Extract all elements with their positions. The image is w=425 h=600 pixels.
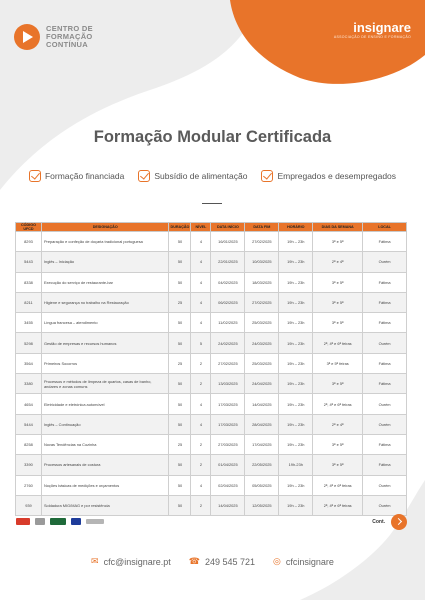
table-cell: 50 [169,272,191,292]
table-cell: 3455 [16,313,42,333]
table-cell: 14/04/2025 [245,394,279,414]
table-cell: 2ª e 4ª [313,252,363,272]
table-cell: 2ª, 4ª e 6ª feiras [313,333,363,353]
table-cell: Fátima [363,313,407,333]
table-cell: 19h – 23h [279,394,313,414]
table-cell: 4 [191,394,211,414]
table-cell: 50 [169,455,191,475]
table-cell: 19h – 23h [279,232,313,252]
table-cell: 3390 [16,455,42,475]
table-cell: 5443 [16,252,42,272]
table-row [16,232,407,252]
table-row [16,455,407,475]
table-cell: Ourém [363,252,407,272]
table-cell: Fátima [363,232,407,252]
table-row [16,333,407,353]
table-cell: 2 [191,434,211,454]
play-logo-icon [14,24,40,50]
table-cell: 4 [191,313,211,333]
column-header: LOCAL [363,223,407,232]
table-cell: 24/02/2025 [211,333,245,353]
column-header: DATA INÍCIO [211,223,245,232]
table-cell: Ourém [363,475,407,495]
table-cell: 01/04/2025 [211,455,245,475]
table-cell: 3ª e 5ª [313,374,363,394]
table-cell: 27/02/2025 [211,353,245,373]
table-cell: Primeiros Socorros [41,353,169,373]
table-cell: 3ª e 5ª [313,272,363,292]
table-cell: Fátima [363,434,407,454]
table-cell: 19h – 23h [279,475,313,495]
table-cell: Ourém [363,495,407,515]
column-header: DATA FIM [245,223,279,232]
column-header: DURAÇÃO [169,223,191,232]
table-cell: 27/02/2025 [245,292,279,312]
table-cell: 25/03/2025 [245,313,279,333]
table-cell: 50 [169,414,191,434]
table-cell: 19h-23h [279,455,313,475]
table-cell: 2 [191,353,211,373]
table-cell: 25 [169,353,191,373]
arrow-right-icon[interactable] [391,514,407,530]
table-cell: 24/03/2025 [245,333,279,353]
table-cell: 3ª e 5ª [313,232,363,252]
divider [202,203,222,204]
table-cell: 2760 [16,475,42,495]
table-cell: 19h – 23h [279,252,313,272]
table-cell: 2ª e 4ª [313,414,363,434]
table-cell: Preparação e confeção de doçaria tradicional portuguesa [41,232,169,252]
benefit-item: Empregados e desempregados [261,170,396,182]
table-row [16,394,407,414]
table-cell: Fátima [363,272,407,292]
insignare-logo: insignare ASSOCIAÇÃO DE ENSINO E FORMAÇÃO [333,20,411,39]
table-cell: 4 [191,232,211,252]
table-row [16,272,407,292]
table-row [16,475,407,495]
table-cell: 16/01/2025 [211,232,245,252]
table-cell: 04/02/2025 [211,272,245,292]
instagram-icon: ◎ [273,556,281,566]
table-cell: Noções básicas de medições e orçamentos [41,475,169,495]
benefits-row [0,170,425,182]
table-cell: 19h – 23h [279,272,313,292]
benefit-item: Formação financiada [29,170,124,182]
funding-logos [16,518,104,525]
table-cell: Ourém [363,333,407,353]
table-cell: 50 [169,475,191,495]
table-cell: 939 [16,495,42,515]
table-cell: 19h – 23h [279,353,313,373]
table-cell: 5444 [16,414,42,434]
pessoas-2030-logo [16,518,30,525]
table-cell: Higiene e segurança no trabalho na Restauração [41,292,169,312]
table-cell: Processos artesanais de costura [41,455,169,475]
table-cell: Gestão de empresas e recursos humanos [41,333,169,353]
table-cell: 8338 [16,272,42,292]
table-cell: 3ª e 5ª [313,455,363,475]
table-cell: Eletricidade e eletrónica automóvel [41,394,169,414]
footer-social[interactable]: ◎ cfcinsignare [273,556,334,567]
footer-phone[interactable]: ☎ 249 545 721 [188,556,256,567]
table-cell: 22/05/2025 [245,455,279,475]
table-cell: 02/04/2025 [211,475,245,495]
table-cell: 06/02/2025 [211,292,245,312]
eu-flag-logo [71,518,81,525]
table-cell: Inglês – Iniciação [41,252,169,272]
table-cell: 50 [169,333,191,353]
table-cell: 19h – 23h [279,434,313,454]
table-cell: Fátima [363,292,407,312]
check-icon [29,170,41,182]
column-header: HORÁRIO [279,223,313,232]
table-cell: 25 [169,434,191,454]
table-cell: 2 [191,455,211,475]
table-cell: 2ª, 4ª e 6ª feiras [313,394,363,414]
table-cell: 10/03/2025 [245,252,279,272]
table-cell: 19h – 23h [279,292,313,312]
table-cell: Ourém [363,414,407,434]
table-cell: 19h – 23h [279,313,313,333]
table-cell: 11/02/2025 [211,313,245,333]
table-cell: 24/04/2025 [245,374,279,394]
column-header: NÍVEL [191,223,211,232]
table-row [16,374,407,394]
table-cell: 19h – 23h [279,495,313,515]
table-cell: 5 [191,333,211,353]
continue-indicator[interactable] [372,514,407,530]
table-cell: 27/03/2025 [211,434,245,454]
republica-portuguesa-logo [35,518,45,525]
table-cell: 3380 [16,374,42,394]
table-row [16,313,407,333]
table-cell: 50 [169,495,191,515]
table-row [16,414,407,434]
column-header: DIAS DA SEMANA [313,223,363,232]
table-row [16,353,407,373]
table-cell: 2ª, 4ª e 6ª feiras [313,475,363,495]
table-cell: 8258 [16,434,42,454]
table-row [16,495,407,515]
table-cell: 28/04/2025 [245,414,279,434]
mail-icon: ✉ [91,556,99,566]
table-cell: 50 [169,252,191,272]
table-cell: Língua francesa – atendimento [41,313,169,333]
table-cell: 3ª e 5ª [313,292,363,312]
check-icon [138,170,150,182]
table-row [16,292,407,312]
table-cell: 27/02/2025 [245,232,279,252]
table-cell: 8293 [16,232,42,252]
table-cell: 4 [191,252,211,272]
courses-table [15,222,407,516]
column-header: CÓDIGO UFCD [16,223,42,232]
table-cell: Ourém [363,394,407,414]
table-cell: 14/04/2025 [211,495,245,515]
table-cell: 17/04/2025 [245,434,279,454]
column-header: DESIGNAÇÃO [41,223,169,232]
table-cell: 2 [191,374,211,394]
table-cell: Soldadura MIG/MAG e por resistência [41,495,169,515]
table-cell: 05/05/2025 [245,475,279,495]
table-cell: 3ª e 5ª feiras [313,353,363,373]
table-cell: 25 [169,292,191,312]
phone-icon: ☎ [188,556,200,566]
table-cell: 2 [191,495,211,515]
portugal-2030-logo [50,518,66,525]
table-cell: 4 [191,475,211,495]
page-title: Formação Modular Certificada [93,128,332,146]
table-cell: 2ª, 4ª e 6ª feiras [313,495,363,515]
check-icon [261,170,273,182]
table-cell: 3ª e 5ª [313,434,363,454]
table-cell: 50 [169,232,191,252]
table-cell: Processos e métodos de limpeza de quartos, casas de banho, andares e zonas comuns [41,374,169,394]
table-cell: 50 [169,313,191,333]
table-cell: 13/03/2025 [211,374,245,394]
table-cell: Novas Tendências na Cozinha [41,434,169,454]
table-cell: 17/03/2025 [211,414,245,434]
table-cell: 5298 [16,333,42,353]
logo-text: CENTRO DE FORMAÇÃO CONTÍNUA [46,24,93,49]
table-cell: 4654 [16,394,42,414]
table-row [16,434,407,454]
table-cell: 19h – 23h [279,374,313,394]
table-cell: 25/03/2025 [245,353,279,373]
table-cell: Execução do serviço de restaurante-bar [41,272,169,292]
centro-formacao-logo [14,24,93,50]
footer-email[interactable]: ✉ cfc@insignare.pt [91,556,171,567]
table-cell: 3ª e 5ª [313,313,363,333]
table-header-row [16,223,407,232]
table-cell: 19h – 23h [279,414,313,434]
continue-label: Cont. [372,519,385,525]
table-cell: 4 [191,272,211,292]
table-cell: Fátima [363,455,407,475]
table-cell: 50 [169,394,191,414]
table-cell: 4 [191,414,211,434]
table-cell: Inglês – Continuação [41,414,169,434]
table-cell: Fátima [363,353,407,373]
footer-contacts [0,556,425,567]
table-cell: 18/03/2025 [245,272,279,292]
table-cell: 22/01/2025 [211,252,245,272]
table-cell: 3564 [16,353,42,373]
table-cell: 4 [191,292,211,312]
table-cell: 8211 [16,292,42,312]
table-cell: 50 [169,374,191,394]
table-cell: 19h – 23h [279,333,313,353]
cofinanciado-logo [86,519,104,524]
table-row [16,252,407,272]
table-cell: 17/03/2025 [211,394,245,414]
benefit-item: Subsídio de alimentação [138,170,247,182]
table-cell: 12/05/2025 [245,495,279,515]
table-cell: Fátima [363,374,407,394]
